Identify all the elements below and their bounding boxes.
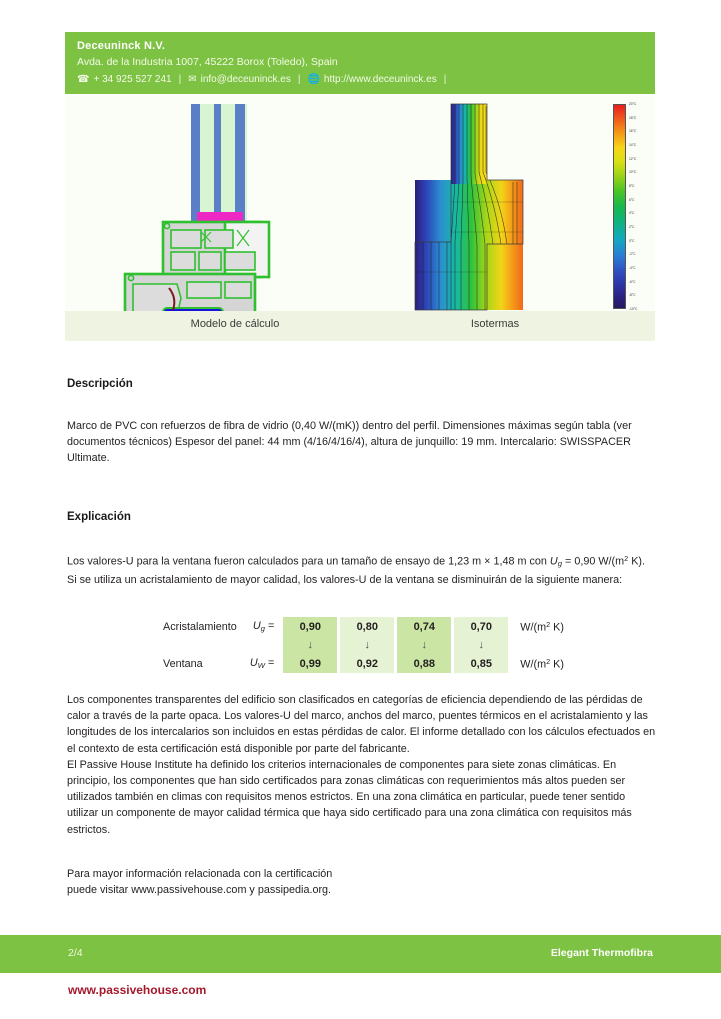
figure-captions-band [65,311,655,341]
contact-separator-2: | [297,74,301,85]
isotherm-field [415,104,523,310]
table-row-arrows [163,636,564,654]
colorbar-tick: -4°C [629,265,636,270]
colorbar-tick: 2°C [629,224,635,229]
colorbar-tick: 0°C [629,238,635,243]
glazing-value-cell: 0,90 [283,617,337,636]
table-row-window [163,654,564,673]
paragraph-explicacion [67,551,657,589]
window-unit-exponent: 2 [546,656,551,666]
explicacion-part1: Los valores-U para la ventana fueron calculados para un tamaño de ensayo de 1,23 m × 1,48 m con [67,554,550,567]
glazing-unit-suffix: K) [550,621,564,634]
glazing-value-cell: 0,80 [340,617,394,636]
ug-equals: = [267,620,275,633]
window-value-cell: 0,99 [283,654,337,673]
caption-isotherms: Isotermas [470,318,520,330]
symbol-ug-subscript: g [557,558,563,568]
company-website[interactable]: http://www.deceuninck.es [323,74,437,85]
paragraph-descripcion: Marco de PVC con refuerzos de fibra de vidrio (0,40 W/(mK)) dentro del perfil. Dimensiones máximas según tabla (ver documentos técnicos) Espesor del panel: 44 mm (4/16/4/16/4), altura de junquillo: 19 mm. Intercalario: SWISSPACER Ultimate. [67,420,632,465]
glazing-unit-exponent: 2 [546,619,551,629]
colorbar-tick: 14°C [629,142,637,147]
colorbar-tick: 12°C [629,156,637,161]
section-title-descripcion: Descripción [67,378,133,390]
company-contact-line [77,71,643,88]
company-phone: + 34 925 527 241 [93,74,172,85]
caption-calculation-model: Modelo de cálculo [190,318,280,330]
company-address: Avda. de la Industria 1007, 45222 Borox (Toledo), Spain [77,56,338,68]
down-arrow-icon: ↓ [397,636,451,654]
paragraph-more-info-line2: puede visitar www.passivehouse.com y passipedia.org. [67,884,332,897]
glazing-value-cell: 0,74 [397,617,451,636]
footer-band [0,935,721,973]
figures-panel [65,96,655,341]
explicacion-part2: = 0,90 W/(m [562,554,625,567]
symbol-ug: U [549,554,558,567]
window-value-cell: 0,85 [454,654,508,673]
colorbar-tick: 16°C [629,129,637,134]
phone-icon: ☎ [77,74,90,85]
row-symbol-ug [250,617,280,636]
colorbar-tick: -10°C [629,306,638,311]
contact-separator-3: | [443,74,447,85]
glazing-unit [511,617,564,636]
window-value-cell: 0,88 [397,654,451,673]
globe-icon: 🌐 [307,74,320,85]
colorbar-tick: 18°C [629,115,637,120]
isotherm-figure [395,102,595,330]
colorbar-tick-labels [629,102,653,311]
down-arrow-icon: ↓ [340,636,394,654]
document-body [67,378,657,588]
company-header-band [65,32,655,94]
window-unit [511,654,564,673]
glazing-unit-prefix: W/(m [520,621,547,634]
row-label-acristalamiento: Acristalamiento [163,620,237,633]
colorbar-tick: 6°C [629,197,635,202]
uw-symbol: U [249,657,258,670]
paragraph-componentes: Los componentes transparentes del edificio son clasificados en categorías de eficiencia dependiendo de las pérdidas de calor a través de la parte opaca. Los valores-U del marco, anchos del marco, puentes térmicos en el acristalamiento y las longitudes de los intercalarios son incluidos en estas pérdidas de calor. El informe detallado con los cálculos efectuados en el contexto de esta certificación está disponible por parte del fabricante. [67,694,656,755]
window-value-cell: 0,92 [340,654,394,673]
uw-equals: = [267,657,275,670]
footer-url[interactable]: www.passivehouse.com [68,983,207,997]
colorbar-tick: -6°C [629,279,636,284]
contact-separator-1: | [178,74,182,85]
colorbar-tick: -2°C [629,252,636,257]
row-label-ventana: Ventana [163,657,203,670]
calculation-model-figure [85,102,350,330]
section-title-explicacion: Explicación [67,510,131,523]
explicacion-unit-exponent: 2 [624,553,629,563]
paragraph-more-info-line1: Para mayor información relacionada con la certificación [67,867,333,880]
row-symbol-uw [250,654,280,673]
colorbar-tick: 10°C [629,170,637,175]
temperature-colorbar [613,104,653,319]
table-row-glazing [163,617,564,636]
company-name: Deceuninck N.V. [77,40,166,52]
colorbar-tick: 20°C [629,102,637,106]
window-unit-prefix: W/(m [520,658,547,671]
colorbar-tick: -8°C [629,293,636,298]
window-profile-drawing [125,104,269,330]
uw-subscript: W [257,660,265,670]
down-arrow-icon: ↓ [283,636,337,654]
colorbar-tick: 8°C [629,183,635,188]
down-arrow-icon: ↓ [454,636,508,654]
paragraph-passive-house-institute: El Passive House Institute ha definido los criterios internacionales de componentes para siete zonas climáticas. En principio, los componentes que han sido certificados para zonas climáticas con requerimientos más altos pueden ser utilizados también en climas con requisitos menos estrictos. En una zona climática en particular, puede tener sentido utilizar un componente de mayor calidad térmica que haya sido certificado para una zona climática con requisitos más estrictos. [67,758,632,836]
glazing-value-cell: 0,70 [454,617,508,636]
window-unit-suffix: K) [550,658,564,671]
colorbar-tick: 4°C [629,211,635,216]
explicacion-part3: K). Si se utiliza un acristalamiento de mayor calidad, los valores-U de la ventana se disminuirán de la siguiente manera: [67,554,645,587]
ug-symbol: U [252,620,261,633]
footer-product-name: Elegant Thermofibra [550,947,653,959]
colorbar-gradient [613,104,626,309]
uvalue-comparison-table [160,617,600,673]
footer-page-number: 2/4 [68,947,83,959]
envelope-icon: ✉ [188,74,197,85]
ug-subscript: g [260,623,265,633]
company-email[interactable]: info@deceuninck.es [200,74,291,85]
document-body-lower [67,692,657,898]
